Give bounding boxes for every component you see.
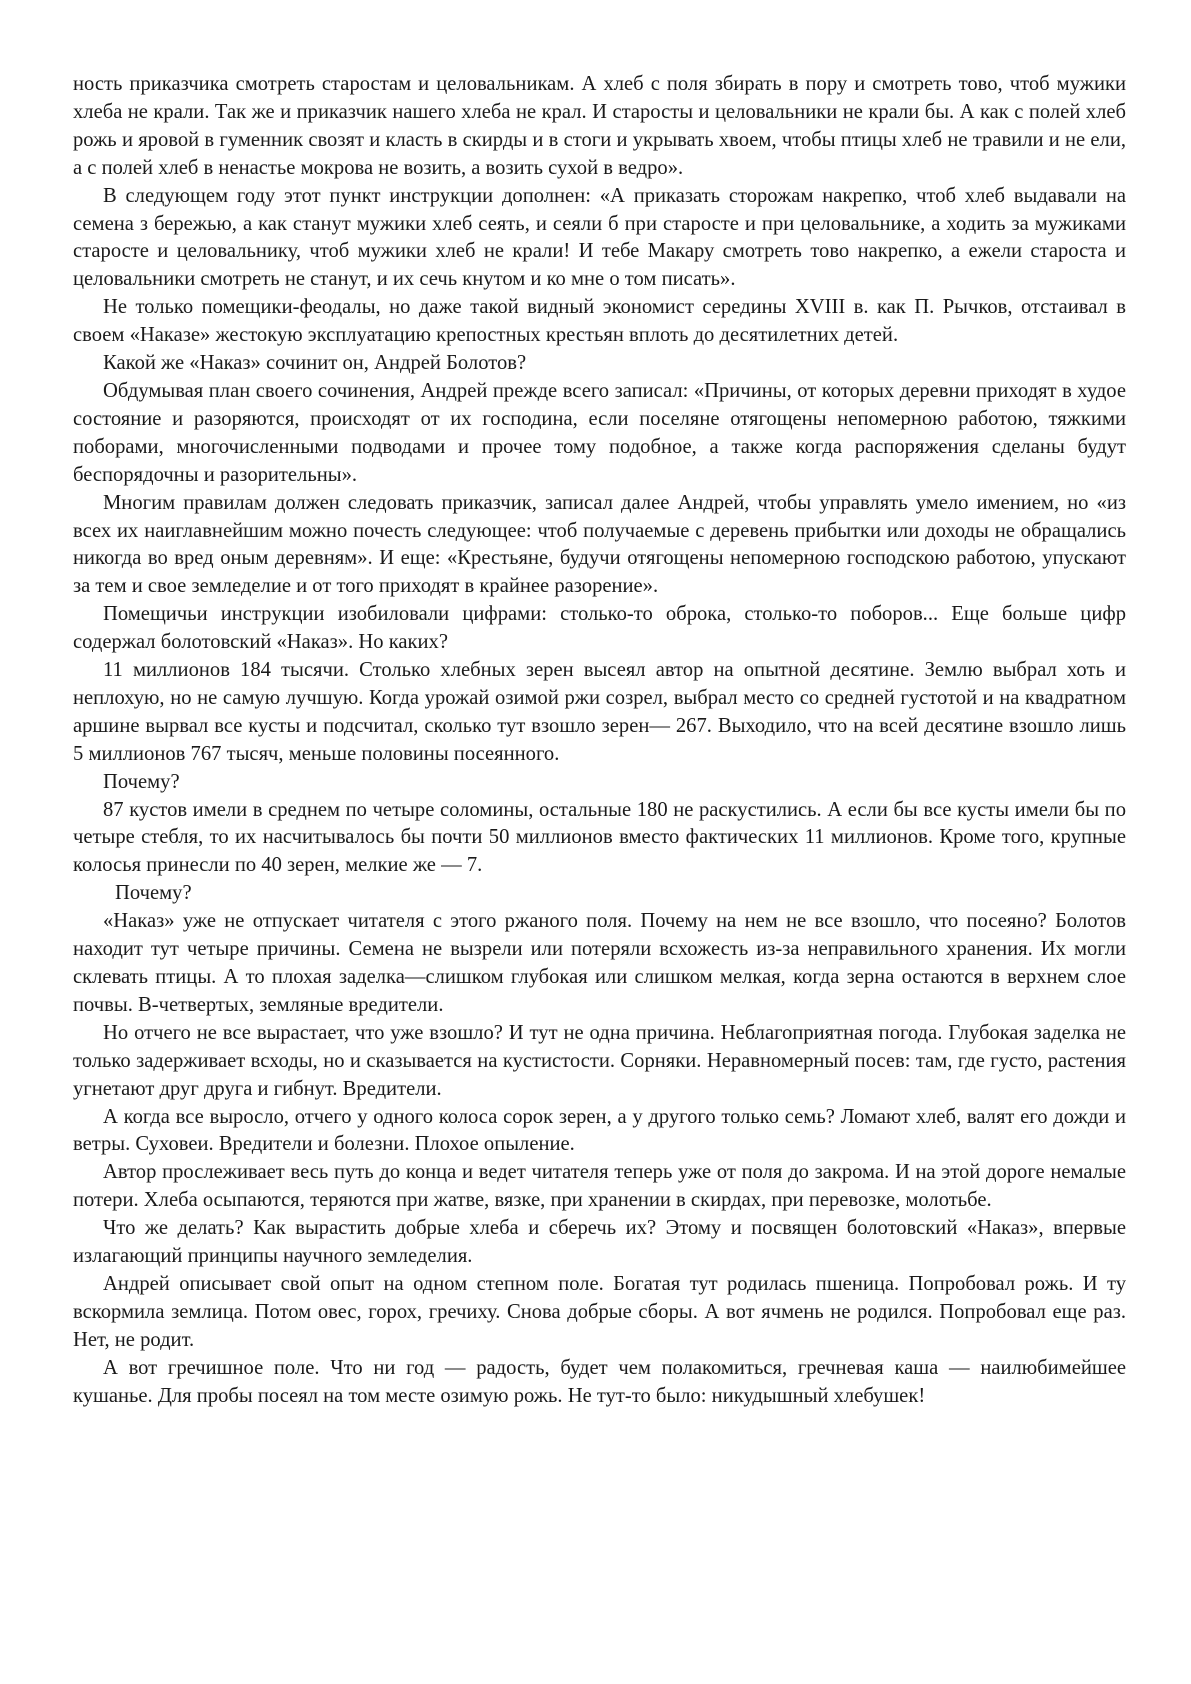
paragraph: Обдумывая план своего сочинения, Андрей прежде всего записал: «Причины, от которых деревни приходят в худое состояние и разоряются, происходят от их господина, если поселяне отягощены непомерною работою, тяжкими поборами, многочисленными подводами и прочее тому подобное, а также когда распоряжения сделаны будут беспорядочны и разорительны». <box>73 379 1126 486</box>
paragraph: Но отчего не все вырастает, что уже взошло? И тут не одна причина. Неблагоприятная погода. Глубокая заделка не только задерживает всходы, но и сказывается на кустистости. Сорняки. Неравномерный посев: там, где густо, растения угнетают друг друга и гибнут. Вредители. <box>73 1021 1126 1100</box>
paragraph: Не только помещики-феодалы, но даже такой видный экономист середины XVIII в. как П. Рычков, отстаивал в своем «Наказе» жестокую эксплуатацию крепостных крестьян вплоть до десятилетних детей. <box>73 296 1126 347</box>
document-page <box>73 71 1126 1411</box>
paragraph: В следующем году этот пункт инструкции дополнен: «А приказать сторожам накрепко, чтоб хлеб выдавали на семена з бережью, а как станут мужики хлеб сеять, и сеяли б при старосте и при целовальнике, а ходить за мужиками старосте и целовальнику, чтоб мужики хлеб не крали! И тебе Макару смотреть тово накрепко, а ежели староста и целовальники смотреть не станут, и их сечь кнутом и ко мне о том писать». <box>73 184 1126 291</box>
paragraph: Почему? <box>115 882 192 905</box>
paragraph: Автор прослеживает весь путь до конца и ведет читателя теперь уже от поля до закрома. И на этой дороге немалые потери. Хлеба осыпаются, теряются при жатве, вязке, при хранении в скирдах, при перевозке, молотьбе. <box>73 1161 1126 1212</box>
paragraph: Андрей описывает свой опыт на одном степном поле. Богатая тут родилась пшеница. Попробовал рожь. И ту вскормила землица. Потом овес, горох, гречиху. Снова добрые сборы. А вот ячмень не родился. Попробовал еще раз. Нет, не родит. <box>73 1272 1126 1351</box>
paragraph: Почему? <box>103 770 180 793</box>
paragraph: Что же делать? Как вырастить добрые хлеба и сберечь их? Этому и посвящен болотовский «Наказ», впервые излагающий принципы научного земледелия. <box>73 1217 1126 1268</box>
paragraph: Многим правилам должен следовать приказчик, записал далее Андрей, чтобы управлять умело имением, но «из всех их наиглавнейшим можно почесть следующее: чтоб получаемые с деревень прибытки или доходы не обращались никогда во вред оным деревням». И еще: «Крестьяне, будучи отягощены непомерною господскою работою, упускают за тем и свое земледелие и от того приходят в крайнее разорение». <box>73 491 1126 598</box>
paragraph: 11 миллионов 184 тысячи. Столько хлебных зерен высеял автор на опытной десятине. Землю выбрал хоть и неплохую, но не самую лучшую. Когда урожай озимой ржи созрел, выбрал место со средней густотой и на квадратном аршине вырвал все кусты и подсчитал, сколько тут взошло зерен— 267. Выходило, что на всей десятине взошло лишь 5 миллионов 767 тысяч, меньше половины посеянного. <box>73 659 1126 765</box>
paragraph: Помещичьи инструкции изобиловали цифрами: столько-то оброка, столько-то поборов... Еще больше цифр содержал болотовский «Наказ». Но каких? <box>73 603 1126 654</box>
paragraph: А когда все выросло, отчего у одного колоса сорок зерен, а у другого только семь? Ломают хлеб, валят его дожди и ветры. Суховеи. Вредители и болезни. Плохое опыление. <box>73 1105 1126 1156</box>
paragraph: «Наказ» уже не отпускает читателя с этого ржаного поля. Почему на нем не все взошло, что посеяно? Болотов находит тут четыре причины. Семена не вызрели или потеряли всхожесть из-за неправильного хранения. Их могли склевать птицы. А то плохая заделка—слишком глубокая или слишком мелкая, когда зерна остаются в верхнем слое почвы. В-четвертых, земляные вредители. <box>73 910 1126 1016</box>
paragraph: Какой же «Наказ» сочинит он, Андрей Болотов? <box>103 352 527 375</box>
paragraph: А вот гречишное поле. Что ни год — радость, будет чем полакомиться, гречневая каша — наилюбимейшее кушанье. Для пробы посеял на том месте озимую рожь. Не тут-то было: никудышный хлебушек! <box>73 1356 1126 1407</box>
paragraph-continuation: ность приказчика смотреть старостам и целовальникам. А хлеб с поля збирать в пору и смотреть тово, чтоб мужики хлеба не крали. Так же и приказчик нашего хлеба не крал. И старосты и целовальники не крали бы. А как с полей хлеб рожь и яровой в гуменник свозят и класть в скирды и в стоги и укрывать хвоем, чтобы птицы хлеб не травили и не ели, а с полей хлеб в ненастье мокрова не возить, а возить сухой в ведро». <box>73 73 1126 179</box>
paragraph: 87 кустов имели в среднем по четыре соломины, остальные 180 не раскустились. А если бы все кусты имели бы по четыре стебля, то их насчитывалось бы почти 50 миллионов вместо фактических 11 миллионов. Кроме того, крупные колосья принесли по 40 зерен, мелкие же — 7. <box>73 798 1126 877</box>
